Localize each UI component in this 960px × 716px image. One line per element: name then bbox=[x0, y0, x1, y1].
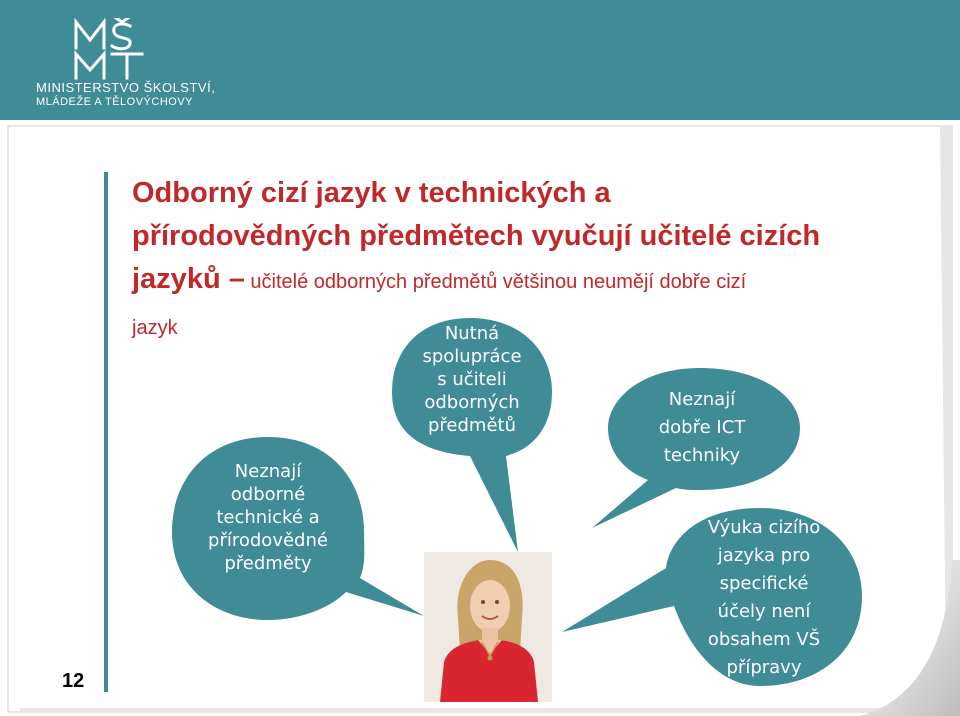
bubble-top-text: Nutná spolupráce s učiteli odborných předmětů bbox=[422, 323, 522, 436]
bubble-right-bottom-text: Výuka cizího jazyka pro specifické účely není obsahem VŠ přípravy bbox=[707, 517, 821, 678]
logo-text-line1: MINISTERSTVO ŠKOLSTVÍ, bbox=[36, 80, 216, 95]
title-line-3: jazyků – učitelé odborných předmětů většinou neumějí dobře cizí bbox=[132, 263, 747, 295]
slide-number: 12 bbox=[62, 670, 85, 692]
logo-text-line2: MLÁDEŽE A TĚLOVÝCHOVY bbox=[36, 96, 194, 108]
teacher-photo bbox=[424, 552, 552, 702]
title-line-1: Odborný cizí jazyk v technických a bbox=[132, 177, 611, 209]
bubble-left-text: Neznají odborné technické a přírodovědné předměty bbox=[208, 461, 328, 574]
person-photo-icon bbox=[424, 552, 552, 702]
title-line-2: přírodovědných předmětech vyučují učitelé cizích bbox=[132, 220, 821, 252]
bubble-right-top-text: Neznají dobře ICT techniky bbox=[658, 389, 746, 466]
title-line-4: jazyk bbox=[132, 317, 178, 339]
